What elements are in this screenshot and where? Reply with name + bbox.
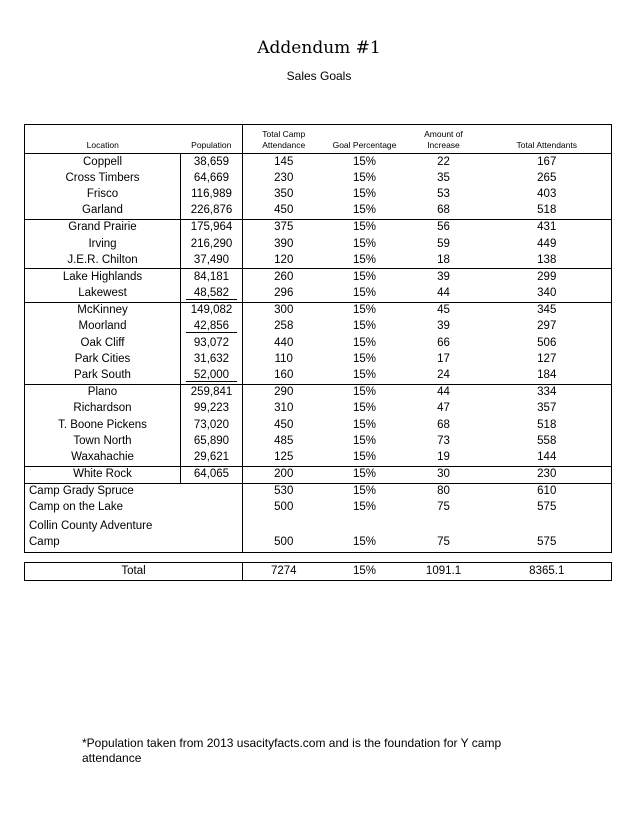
- total-cell: 230: [483, 466, 612, 483]
- goal-cell: 15%: [325, 203, 405, 220]
- goal-cell: 15%: [352, 171, 377, 184]
- location-cell: Camp Grady Spruce: [25, 483, 243, 500]
- population-cell: 93,072: [181, 335, 243, 351]
- attendance-cell: 290: [274, 386, 294, 399]
- total-cell: 610: [483, 483, 612, 500]
- header-total-camp-attendance-line2: Attendance: [262, 140, 306, 150]
- table-row: [25, 170, 612, 186]
- total-cell: 265: [483, 170, 612, 186]
- header-amount-of-increase: [405, 125, 483, 154]
- attendance-cell: 296: [243, 286, 325, 303]
- table-row: [25, 384, 612, 401]
- increase-cell: 30: [405, 466, 483, 483]
- goal-cell: 15%: [352, 386, 377, 399]
- table-row: [25, 516, 612, 553]
- table-header-row: [25, 125, 612, 154]
- table-row: [25, 302, 612, 319]
- total-row: [25, 563, 612, 581]
- location-cell: J.E.R. Chilton: [25, 252, 181, 269]
- increase-cell: 56: [437, 221, 450, 234]
- increase-cell: 75: [405, 516, 483, 553]
- table-row: [25, 286, 612, 303]
- total-cell: 518: [483, 203, 612, 220]
- population-cell: [181, 286, 243, 303]
- location-cell: Park South: [25, 367, 181, 384]
- attendance-cell: 260: [274, 270, 294, 283]
- goal-cell: 15%: [325, 252, 405, 269]
- total-cell: 506: [483, 335, 612, 351]
- attendance-cell: 310: [274, 402, 294, 415]
- attendance-cell: 500: [243, 500, 325, 516]
- increase-cell: 35: [437, 171, 450, 184]
- total-cell: 558: [483, 433, 612, 449]
- table-row: [25, 154, 612, 171]
- goal-cell: 15%: [352, 304, 377, 317]
- location-cell: Moorland: [25, 319, 181, 335]
- increase-cell: 39: [437, 270, 450, 283]
- location-cell: Lake Highlands: [25, 269, 181, 286]
- total-cell: 340: [483, 286, 612, 303]
- increase-cell: 59: [437, 237, 450, 250]
- total-cell: 127: [483, 351, 612, 367]
- header-amount-of-increase-line2: Increase: [427, 140, 460, 150]
- attendance-cell: 440: [274, 336, 294, 349]
- attendance-cell: 390: [274, 237, 294, 250]
- header-total-camp-attendance: [243, 125, 325, 154]
- increase-cell: 68: [437, 418, 450, 431]
- increase-cell: 19: [405, 449, 483, 466]
- population-cell: 65,890: [181, 433, 243, 449]
- location-cell: Park Cities: [25, 351, 181, 367]
- header-amount-of-increase-line1: Amount of: [424, 129, 463, 139]
- attendance-cell: 230: [274, 171, 294, 184]
- total-cell: 575: [483, 516, 612, 553]
- page-subtitle: Sales Goals: [286, 69, 352, 83]
- goal-cell: 15%: [352, 402, 377, 415]
- total-cell: 138: [483, 252, 612, 269]
- location-cell: [25, 516, 243, 553]
- header-goal-percentage: Goal Percentage: [325, 125, 405, 154]
- attendance-cell: 110: [274, 352, 293, 365]
- page-title: Addendum #1: [257, 38, 381, 58]
- total-attendance: 7274: [243, 563, 325, 581]
- attendance-cell: 450: [274, 418, 294, 431]
- increase-cell: 45: [437, 304, 450, 317]
- population-cell: 31,632: [181, 351, 243, 367]
- goal-cell: 15%: [352, 501, 377, 514]
- increase-cell: 68: [405, 203, 483, 220]
- attendance-cell: 450: [243, 203, 325, 220]
- increase-cell: 44: [405, 286, 483, 303]
- total-cell: 575: [483, 500, 612, 516]
- table-row: [25, 466, 612, 483]
- population-cell: 175,964: [181, 219, 243, 236]
- table-row: [25, 252, 612, 269]
- total-table: [24, 562, 612, 581]
- total-cell: 334: [483, 384, 612, 401]
- total-goal: 15%: [325, 563, 405, 581]
- location-cell: McKinney: [25, 302, 181, 319]
- location-cell: Garland: [25, 203, 181, 220]
- table-row: [25, 269, 612, 286]
- increase-cell: 47: [437, 402, 450, 415]
- population-cell: [181, 319, 243, 335]
- table-row: [25, 186, 612, 202]
- goal-cell: 15%: [352, 270, 377, 283]
- population-cell: 259,841: [181, 384, 243, 401]
- location-cell: T. Boone Pickens: [25, 417, 181, 433]
- population-cell: 84,181: [181, 269, 243, 286]
- table-row: [25, 449, 612, 466]
- increase-cell: 80: [437, 485, 450, 498]
- table-row: [25, 417, 612, 433]
- population-value: 42,856: [186, 320, 237, 333]
- attendance-cell: 300: [274, 304, 294, 317]
- table-row: [25, 219, 612, 236]
- increase-cell: 66: [437, 336, 450, 349]
- total-cell: 299: [483, 269, 612, 286]
- goal-cell: 15%: [352, 187, 377, 200]
- table-row: [25, 401, 612, 417]
- population-cell: [181, 367, 243, 384]
- header-total-camp-attendance-line1: Total Camp: [262, 129, 306, 139]
- goal-cell: 15%: [352, 155, 377, 168]
- increase-cell: 73: [437, 434, 450, 447]
- population-cell: 99,223: [181, 401, 243, 417]
- table-row: [25, 500, 612, 516]
- header-total-attendants: Total Attendants: [483, 125, 612, 154]
- attendance-cell: 350: [274, 187, 294, 200]
- population-cell: 73,020: [181, 417, 243, 433]
- population-cell: 38,659: [181, 154, 243, 171]
- location-cell: White Rock: [25, 466, 181, 483]
- goal-cell: 15%: [352, 352, 377, 365]
- table-row: [25, 203, 612, 220]
- location-cell: Camp on the Lake: [25, 500, 243, 516]
- population-cell: 64,669: [181, 170, 243, 186]
- increase-cell: 22: [437, 155, 450, 168]
- increase-cell: 18: [405, 252, 483, 269]
- goal-cell: 15%: [325, 449, 405, 466]
- attendance-cell: 120: [243, 252, 325, 269]
- total-cell: 184: [483, 367, 612, 384]
- total-total: 8365.1: [483, 563, 612, 581]
- increase-cell: 44: [437, 386, 450, 399]
- header-location: Location: [25, 125, 181, 154]
- population-cell: 149,082: [181, 302, 243, 319]
- total-increase: 1091.1: [405, 563, 483, 581]
- table-row: [25, 351, 612, 367]
- goal-cell: 15%: [352, 221, 377, 234]
- total-cell: 144: [483, 449, 612, 466]
- attendance-cell: 375: [274, 221, 294, 234]
- total-cell: 449: [483, 236, 612, 252]
- table-row: [25, 319, 612, 335]
- total-cell: 167: [483, 154, 612, 171]
- location-cell: Coppell: [25, 154, 181, 171]
- total-cell: 403: [483, 186, 612, 202]
- table-row: [25, 236, 612, 252]
- goal-cell: 15%: [325, 516, 405, 553]
- total-label: Total: [25, 563, 243, 581]
- attendance-cell: 530: [243, 483, 325, 500]
- location-rows: [25, 154, 612, 484]
- total-cell: 297: [483, 319, 612, 335]
- table-row: [25, 433, 612, 449]
- sales-goals-table: [24, 124, 612, 553]
- table-row: [25, 367, 612, 384]
- goal-cell: 15%: [325, 367, 405, 384]
- increase-cell: 75: [437, 501, 450, 514]
- attendance-cell: 485: [274, 434, 294, 447]
- increase-cell: 17: [437, 352, 450, 365]
- increase-cell: 53: [437, 187, 450, 200]
- attendance-cell: 500: [243, 516, 325, 553]
- total-cell: 518: [483, 417, 612, 433]
- goal-cell: 15%: [325, 466, 405, 483]
- goal-cell: 15%: [352, 237, 377, 250]
- location-cell: Plano: [25, 384, 181, 401]
- increase-cell: 24: [405, 367, 483, 384]
- table-row: [25, 483, 612, 500]
- goal-cell: 15%: [352, 434, 377, 447]
- population-cell: 29,621: [181, 449, 243, 466]
- population-cell: 216,290: [181, 236, 243, 252]
- goal-cell: 15%: [352, 418, 377, 431]
- location-cell: Irving: [25, 236, 181, 252]
- location-cell: Grand Prairie: [25, 219, 181, 236]
- population-cell: 116,989: [181, 186, 243, 202]
- goal-cell: 15%: [352, 320, 377, 333]
- location-cell: Frisco: [25, 186, 181, 202]
- goal-cell: 15%: [352, 485, 377, 498]
- attendance-cell: 125: [243, 449, 325, 466]
- attendance-cell: 200: [243, 466, 325, 483]
- location-cell: Lakewest: [25, 286, 181, 303]
- attendance-cell: 258: [274, 320, 294, 333]
- location-cell: Cross Timbers: [25, 170, 181, 186]
- total-cell: 431: [483, 219, 612, 236]
- population-value: 52,000: [186, 369, 237, 382]
- location-line2: Camp: [29, 535, 60, 548]
- location-cell: Richardson: [25, 401, 181, 417]
- footnote: *Population taken from 2013 usacityfacts.com and is the foundation for Y camp attendance: [82, 736, 502, 765]
- header-population: Population: [181, 125, 243, 154]
- attendance-cell: 145: [274, 155, 294, 168]
- location-cell: Waxahachie: [25, 449, 181, 466]
- total-cell: 357: [483, 401, 612, 417]
- camp-rows: [25, 483, 612, 552]
- goal-cell: 15%: [325, 286, 405, 303]
- goal-cell: 15%: [352, 336, 377, 349]
- table-row: [25, 335, 612, 351]
- attendance-cell: 160: [243, 367, 325, 384]
- total-cell: 345: [483, 302, 612, 319]
- location-cell: Oak Cliff: [25, 335, 181, 351]
- population-cell: 37,490: [181, 252, 243, 269]
- population-value: 48,582: [186, 287, 237, 300]
- increase-cell: 39: [437, 320, 450, 333]
- population-cell: 64,065: [181, 466, 243, 483]
- population-cell: 226,876: [181, 203, 243, 220]
- location-line1: Collin County Adventure: [29, 519, 153, 532]
- location-cell: Town North: [25, 433, 181, 449]
